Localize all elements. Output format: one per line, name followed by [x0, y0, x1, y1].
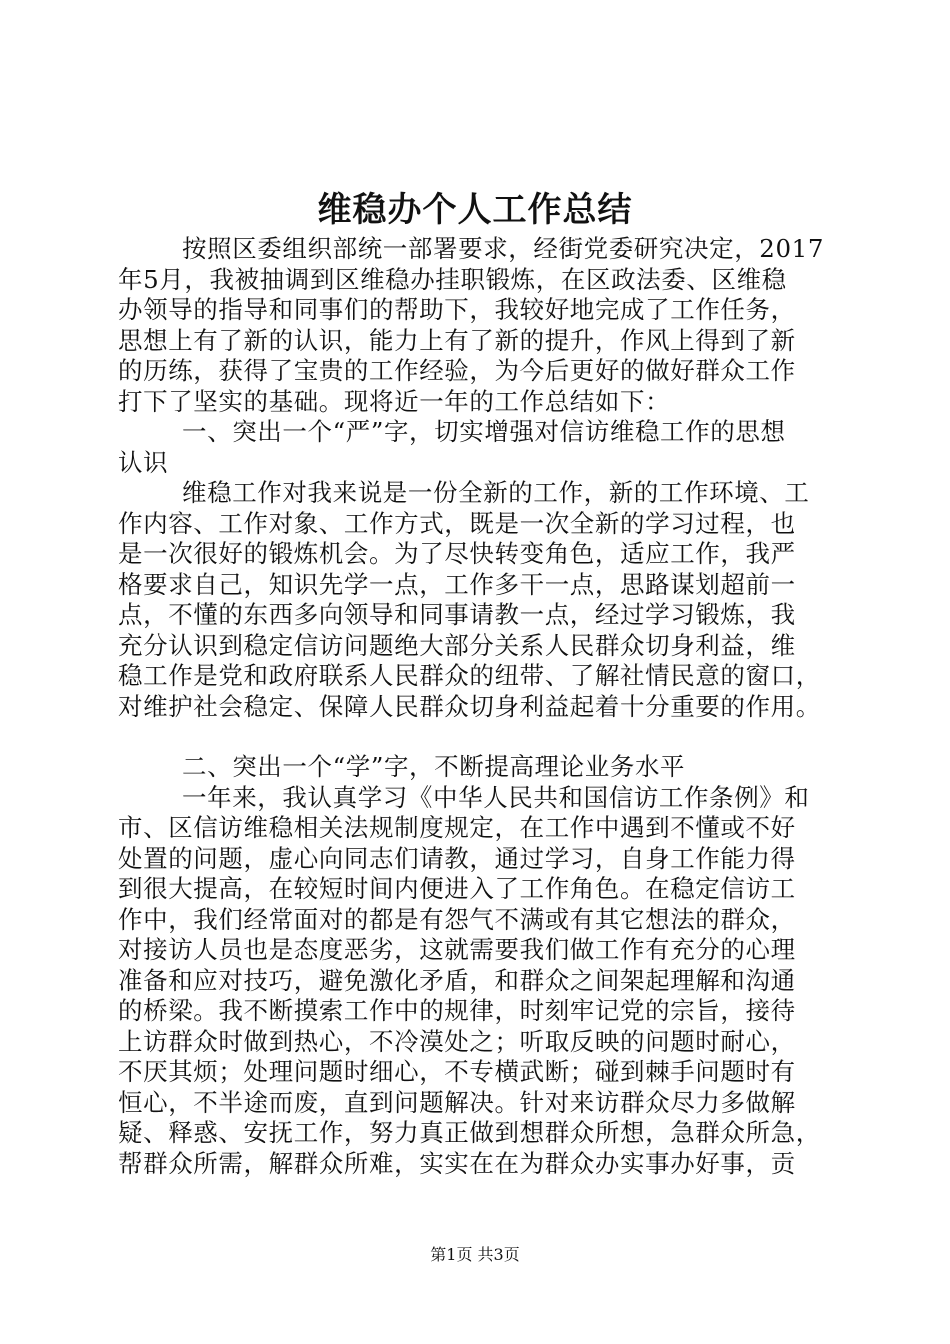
text-line: 疑、释惑、安抚工作，努力真正做到想群众所想，急群众所急，	[118, 1118, 821, 1147]
text-line: 帮群众所需，解群众所难，实实在在为群众办实事办好事，贡	[118, 1148, 796, 1178]
text-line: 格要求自己，知识先学一点，工作多干一点，思路谋划超前一	[118, 569, 796, 599]
page-number: 第1页 共3页	[430, 1245, 520, 1264]
text-line: 不厌其烦；处理问题时细心，不专横武断；碰到棘手问题时有	[118, 1057, 796, 1086]
text-line: 的桥梁。我不断摸索工作中的规律，时刻牢记党的宗旨，接待	[118, 996, 796, 1025]
document-body	[118, 234, 838, 1179]
text-line: 充分认识到稳定信访问题绝大部分关系人民群众切身利益，维	[118, 630, 796, 660]
text-line: 思想上有了新的认识，能力上有了新的提升，作风上得到了新	[118, 325, 796, 355]
blank-line	[118, 722, 838, 752]
text-line: 是一次很好的锻炼机会。为了尽快转变角色，适应工作，我严	[118, 539, 796, 568]
text-line: 一年来，我认真学习《中华人民共和国信访工作条例》和	[182, 782, 810, 812]
text-line: 办领导的指导和同事们的帮助下，我较好地完成了工作任务，	[118, 295, 796, 324]
document-title: 维稳办个人工作总结	[317, 190, 633, 230]
text-line: 市、区信访维稳相关法规制度规定，在工作中遇到不懂或不好	[118, 813, 796, 842]
text-line: 维稳工作对我来说是一份全新的工作，新的工作环境、工	[182, 478, 810, 507]
text-line: 的历练，获得了宝贵的工作经验，为今后更好的做好群众工作	[118, 356, 796, 385]
text-line: 年5月，我被抽调到区维稳办挂职锻炼，在区政法委、区维稳	[118, 264, 787, 294]
text-line: 准备和应对技巧，避免激化矛盾，和群众之间架起理解和沟通	[118, 965, 796, 995]
section-heading-cont: 认识	[118, 447, 169, 477]
text-line: 点，不懂的东西多向领导和同事请教一点，经过学习锻炼，我	[118, 600, 796, 629]
text-line: 恒心，不半途而废，直到问题解决。针对来访群众尽力多做解	[118, 1087, 796, 1117]
text-line: 处置的问题，虚心向同志们请教，通过学习，自身工作能力得	[118, 843, 796, 873]
text-line: 稳工作是党和政府联系人民群众的纽带、了解社情民意的窗口，	[118, 661, 821, 690]
text-line: 对维护社会稳定、保障人民群众切身利益起着十分重要的作用。	[118, 691, 821, 721]
text-line: 作内容、工作对象、工作方式，既是一次全新的学习过程，也	[118, 508, 796, 538]
text-line: 按照区委组织部统一部署要求，经街党委研究决定，2017	[182, 234, 825, 263]
section-heading: 一、突出一个“严”字，切实增强对信访维稳工作的思想	[182, 417, 786, 446]
text-line: 上访群众时做到热心，不冷漠处之；听取反映的问题时耐心，	[118, 1026, 796, 1056]
text-line: 作中，我们经常面对的都是有怨气不满或有其它想法的群众，	[118, 904, 796, 934]
section-heading: 二、突出一个“学”字，不断提高理论业务水平	[182, 752, 686, 781]
text-line: 对接访人员也是态度恶劣，这就需要我们做工作有充分的心理	[118, 935, 796, 964]
text-line: 打下了坚实的基础。现将近一年的工作总结如下：	[118, 386, 671, 416]
text-line: 到很大提高，在较短时间内便进入了工作角色。在稳定信访工	[118, 874, 796, 903]
